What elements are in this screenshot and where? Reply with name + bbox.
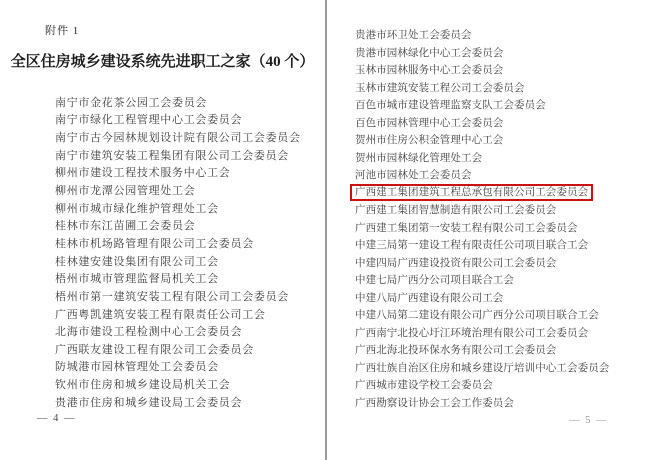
union-name: 北海市建设工程检测中心工会委员会 (55, 326, 243, 339)
union-name: 河池市园林处工会委员会 (355, 170, 472, 182)
list-item (55, 234, 301, 252)
union-name: 广西建工集团智慧制造有限公司工会委员会 (355, 205, 557, 217)
union-name: 梧州市第一建筑安装工程有限公司工会委员会 (55, 290, 289, 303)
list-item (55, 287, 301, 305)
list-item (55, 322, 301, 340)
list-item (55, 252, 301, 270)
list-item (355, 201, 609, 219)
list-item (355, 131, 609, 149)
union-name: 广西粤凯建筑安装工程有限责任公司工会 (55, 308, 266, 321)
list-item (355, 271, 609, 289)
union-name: 玉林市园林服务中心工会委员会 (355, 65, 504, 77)
list-item (355, 79, 609, 97)
union-name: 中建四局广西建设投资有限公司工会委员会 (355, 257, 557, 269)
list-item (55, 393, 301, 411)
list-item (55, 375, 301, 393)
union-name: 中建七局广西分公司项目联合工会 (355, 275, 514, 287)
list-item (55, 216, 301, 234)
union-list-page-4 (55, 93, 301, 411)
union-name: 南宁市建筑安装工程集团有限公司工会委员会 (55, 149, 289, 162)
document-title: 全区住房城乡建设系统先进职工之家（40 个） (10, 54, 315, 70)
list-item (355, 149, 609, 167)
union-name: 桂林建安建设集团有限公司工会 (55, 255, 219, 268)
union-name: 广西壮族自治区住房和城乡建设厅培训中心工会委员会 (355, 362, 610, 374)
union-name: 柳州市城市绿化维护管理处工会 (55, 202, 219, 215)
union-name: 南宁市金花茶公园工会委员会 (55, 96, 208, 109)
list-item (355, 96, 609, 114)
union-name: 广西城市建设学校工会委员会 (355, 380, 493, 392)
list-item (55, 305, 301, 323)
document-page-right (327, 0, 650, 460)
union-name: 柳州市龙潭公园管理处工会 (55, 185, 196, 198)
list-item (355, 61, 609, 79)
attachment-label: 附件 1 (45, 25, 80, 37)
list-item (355, 306, 609, 324)
list-item (355, 289, 609, 307)
page-number-5: — 5 — (569, 415, 608, 426)
list-item (355, 26, 609, 44)
union-name: 南宁市古今园林规划设计院有限公司工会委员会 (55, 132, 301, 145)
union-name: 桂林市东江苗圃工会委员会 (55, 220, 196, 233)
list-item (355, 324, 609, 342)
union-name: 中建八局第二建设有限公司广西分公司项目联合工会 (355, 310, 599, 322)
list-item (355, 359, 609, 377)
union-name: 柳州市建设工程技术服务中心工会 (55, 167, 231, 180)
list-item (355, 394, 609, 412)
list-item (355, 376, 609, 394)
list-item (55, 111, 301, 129)
union-name: 百色市园林管理中心工会委员会 (355, 117, 504, 129)
union-name: 广西联友建设工程有限公司工会委员会 (55, 343, 254, 356)
list-item (55, 358, 301, 376)
union-name: 广西北海北投环保水务有限公司工会委员会 (355, 345, 557, 357)
union-name: 贵港市环卫处工会委员会 (355, 30, 472, 42)
union-name: 贺州市住房公积金管理中心工会 (355, 135, 504, 147)
list-item (355, 166, 609, 184)
list-item (55, 181, 301, 199)
page-number-4: — 4 — (37, 413, 76, 424)
union-name: 贺州市园林绿化管理处工会 (355, 152, 483, 164)
list-item (55, 269, 301, 287)
list-item (55, 199, 301, 217)
union-name-highlighted: 广西建工集团建筑工程总承包有限公司工会委员会 (350, 184, 593, 201)
list-item (55, 146, 301, 164)
list-item (355, 254, 609, 272)
union-name: 贵港市住房和城乡建设局工会委员会 (55, 396, 243, 409)
union-name: 钦州市住房和城乡建设局机关工会 (55, 379, 231, 392)
list-item (355, 341, 609, 359)
list-item (355, 236, 609, 254)
list-item (55, 128, 301, 146)
union-name: 广西建工集团第一安装工程有限公司工会委员会 (355, 222, 578, 234)
union-name: 中建八局广西建设有限公司工会 (355, 292, 504, 304)
list-item (355, 184, 609, 202)
union-name: 防城港市园林管理处工会委员会 (55, 361, 219, 374)
list-item (355, 44, 609, 62)
list-item (55, 340, 301, 358)
list-item (355, 219, 609, 237)
union-name: 百色市城市建设管理监察支队工会委员会 (355, 100, 546, 112)
union-name: 中建三局第一建设工程有限责任公司项目联合工会 (355, 240, 589, 252)
union-name: 梧州市城市管理监督局机关工会 (55, 273, 219, 286)
union-name: 玉林市建筑安装工程公司工会委员会 (355, 82, 525, 94)
list-item (55, 93, 301, 111)
list-item (355, 114, 609, 132)
union-list-page-5 (355, 26, 609, 411)
union-name: 桂林市机场路管理有限公司工会委员会 (55, 237, 254, 250)
union-name: 广西南宁北投心圩江环境治理有限公司工会委员会 (355, 327, 589, 339)
list-item (55, 164, 301, 182)
union-name: 南宁市绿化工程管理中心工会委员会 (55, 114, 243, 127)
union-name: 贵港市园林绿化中心工会委员会 (355, 47, 504, 59)
union-name: 广西勘察设计协会工会工作委员会 (355, 397, 514, 409)
